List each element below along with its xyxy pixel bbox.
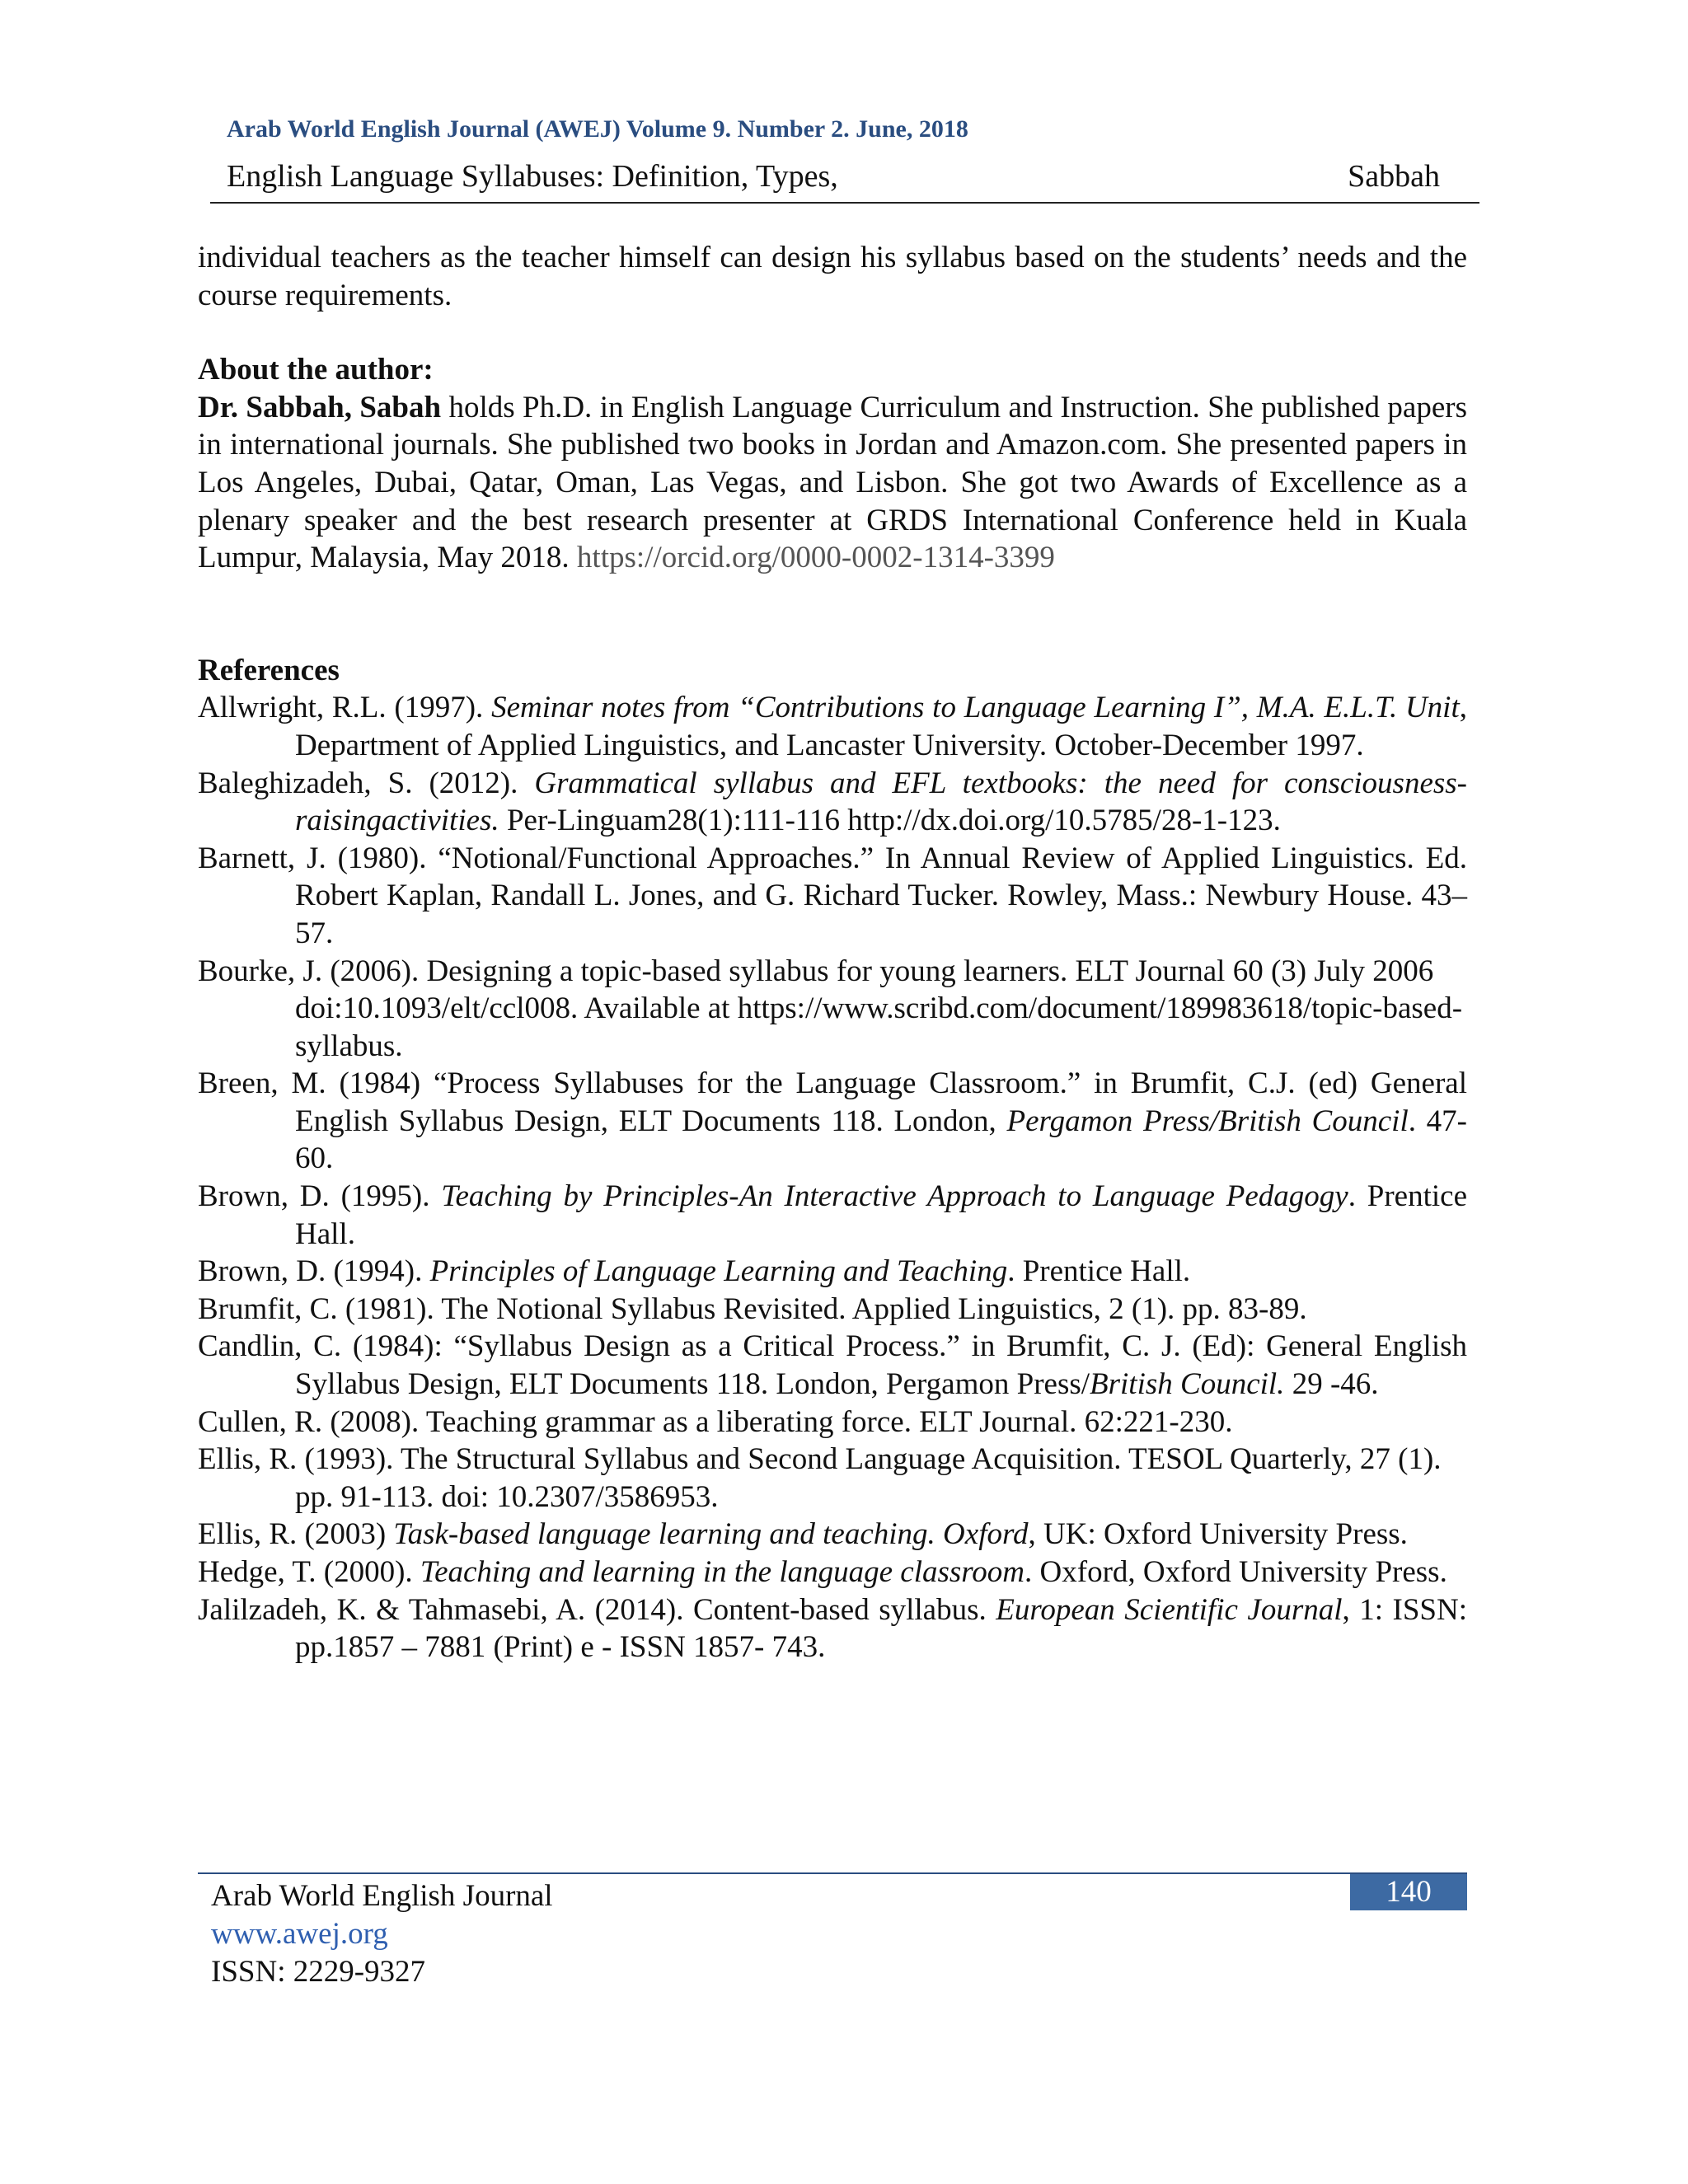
- about-paragraph: [198, 389, 1467, 577]
- reference-pre-text: Baleghizadeh, S. (2012).: [198, 766, 535, 800]
- reference-post-text: , UK: Oxford University Press.: [1028, 1517, 1408, 1552]
- reference-ital-text: Pergamon Press/British Council: [1006, 1104, 1409, 1138]
- reference-post-text: . Oxford, Oxford University Press.: [1025, 1555, 1447, 1589]
- journal-header: Arab World English Journal (AWEJ) Volume 9. Number 2. June, 2018: [227, 115, 968, 143]
- reference-pre-text: Breen, M. (1984) “Process Syllabuses for the Language Classroom.” in Brumfit, C.J. (ed) General English Syllabus Design, ELT Documents 118. London,: [198, 1066, 1467, 1138]
- reference-pre-text: Brown, D. (1994).: [198, 1254, 430, 1289]
- author-name: Dr. Sabbah, Sabah: [198, 390, 442, 424]
- reference-pre-text: Brown, D. (1995).: [198, 1179, 442, 1214]
- reference-post-text: . Prentice Hall.: [295, 1179, 1467, 1251]
- reference-entry: [198, 1554, 1467, 1591]
- reference-post-text: , Department of Applied Linguistics, and Lancaster University. October-December 1997.: [295, 691, 1467, 762]
- reference-entry: [198, 689, 1467, 764]
- reference-entry: [198, 1178, 1467, 1253]
- about-heading: About the author:: [198, 353, 434, 387]
- reference-pre-text: Cullen, R. (2008). Teaching grammar as a liberating force. ELT Journal. 62:221-230.: [198, 1404, 1233, 1439]
- footer-journal: Arab World English Journal: [211, 1879, 553, 1913]
- reference-entry: [198, 1253, 1467, 1291]
- reference-pre-text: Ellis, R. (1993). The Structural Syllabus and Second Language Acquisition. TESOL Quarterly, 27 (1). pp. 91-113. doi: 10.2307/3586953.: [198, 1442, 1442, 1514]
- reference-ital-text: British Council.: [1090, 1367, 1285, 1402]
- reference-pre-text: Allwright, R.L. (1997).: [198, 691, 492, 725]
- reference-entry: [198, 1328, 1467, 1403]
- reference-pre-text: Bourke, J. (2006). Designing a topic-based syllabus for young learners. ELT Journal 60 (3) July 2006 doi:10.1093/elt/ccl008. Available at https://www.scribd.com/document/189983618/topic-based-syllabus.: [198, 954, 1463, 1063]
- reference-pre-text: Barnett, J. (1980). “Notional/Functional Approaches.” In Annual Review of Applied Linguistics. Ed. Robert Kaplan, Randall L. Jones, and G. Richard Tucker. Rowley, Mass.: Newbury House. 43–57.: [198, 841, 1467, 950]
- main-body: [198, 239, 1467, 1666]
- reference-entry: [198, 1404, 1467, 1441]
- running-author: Sabbah: [1348, 159, 1440, 194]
- reference-entry: [198, 953, 1467, 1066]
- reference-pre-text: Jalilzadeh, K. & Tahmasebi, A. (2014). Content-based syllabus.: [198, 1592, 996, 1627]
- reference-post-text: . Prentice Hall.: [1007, 1254, 1191, 1289]
- page-number: 140: [1350, 1874, 1467, 1910]
- orcid-link[interactable]: https://orcid.org/0000-0002-1314-3399: [576, 541, 1055, 575]
- reference-pre-text: Brumfit, C. (1981). The Notional Syllabus Revisited. Applied Linguistics, 2 (1). pp. 83-89.: [198, 1291, 1307, 1326]
- reference-post-text: , 1: ISSN: pp.1857 – 7881 (Print) e - ISSN 1857- 743.: [295, 1592, 1467, 1665]
- footer-website-link[interactable]: www.awej.org: [211, 1917, 388, 1951]
- reference-ital-text: Teaching by Principles-An Interactive Approach to Language Pedagogy: [441, 1179, 1348, 1214]
- reference-list: [198, 689, 1467, 1666]
- reference-ital-text: Principles of Language Learning and Teaching: [429, 1254, 1008, 1289]
- footer-issn: ISSN: 2229-9327: [211, 1955, 426, 1989]
- header-divider: [210, 202, 1479, 204]
- references-heading: References: [198, 653, 340, 687]
- reference-ital-text: Teaching and learning in the language classroom: [420, 1555, 1025, 1589]
- about-text: holds Ph.D. in English Language Curriculum and Instruction. She published papers in international journals. She published two books in Jordan and Amazon.com. She presented papers in Los Angeles, Dubai, Qatar, Oman, Las Vegas, and Lisbon. She got two Awards of Excellence as a plenary speaker and the best research presenter at GRDS International Conference held in Kuala Lumpur, Malaysia, May 2018.: [198, 390, 1467, 575]
- reference-pre-text: Hedge, T. (2000).: [198, 1555, 420, 1589]
- reference-post-text: Per-Linguam28(1):111-116 http://dx.doi.org/10.5785/28-1-123.: [499, 804, 1281, 838]
- reference-ital-text: European Scientific Journal: [996, 1592, 1343, 1627]
- reference-post-text: . 47-60.: [295, 1104, 1467, 1176]
- reference-ital-text: Grammatical syllabus and EFL textbooks: the need for consciousness-raisingactivities.: [295, 766, 1467, 838]
- reference-ital-text: Seminar notes from “Contributions to Language Learning I”, M.A. E.L.T. Unit: [491, 691, 1460, 725]
- reference-entry: [198, 1291, 1467, 1329]
- reference-ital-text: Task-based language learning and teaching. Oxford: [393, 1517, 1029, 1552]
- reference-entry: [198, 1065, 1467, 1178]
- intro-paragraph: individual teachers as the teacher himself can design his syllabus based on the students’ needs and the course requirements.: [198, 241, 1467, 312]
- reference-entry: [198, 840, 1467, 953]
- reference-entry: [198, 765, 1467, 840]
- reference-pre-text: Candlin, C. (1984): “Syllabus Design as a Critical Process.” in Brumfit, C. J. (Ed): General English Syllabus Design, ELT Documents 118. London, Pergamon Press/: [198, 1329, 1467, 1402]
- reference-post-text: 29 -46.: [1284, 1367, 1379, 1402]
- reference-entry: [198, 1591, 1467, 1666]
- reference-entry: [198, 1441, 1467, 1516]
- footer: [211, 1877, 553, 1991]
- reference-pre-text: Ellis, R. (2003): [198, 1517, 394, 1552]
- article-title: English Language Syllabuses: Definition, Types,: [227, 159, 838, 194]
- reference-entry: [198, 1516, 1467, 1554]
- footer-divider: [198, 1872, 1467, 1874]
- running-title: [227, 158, 1440, 194]
